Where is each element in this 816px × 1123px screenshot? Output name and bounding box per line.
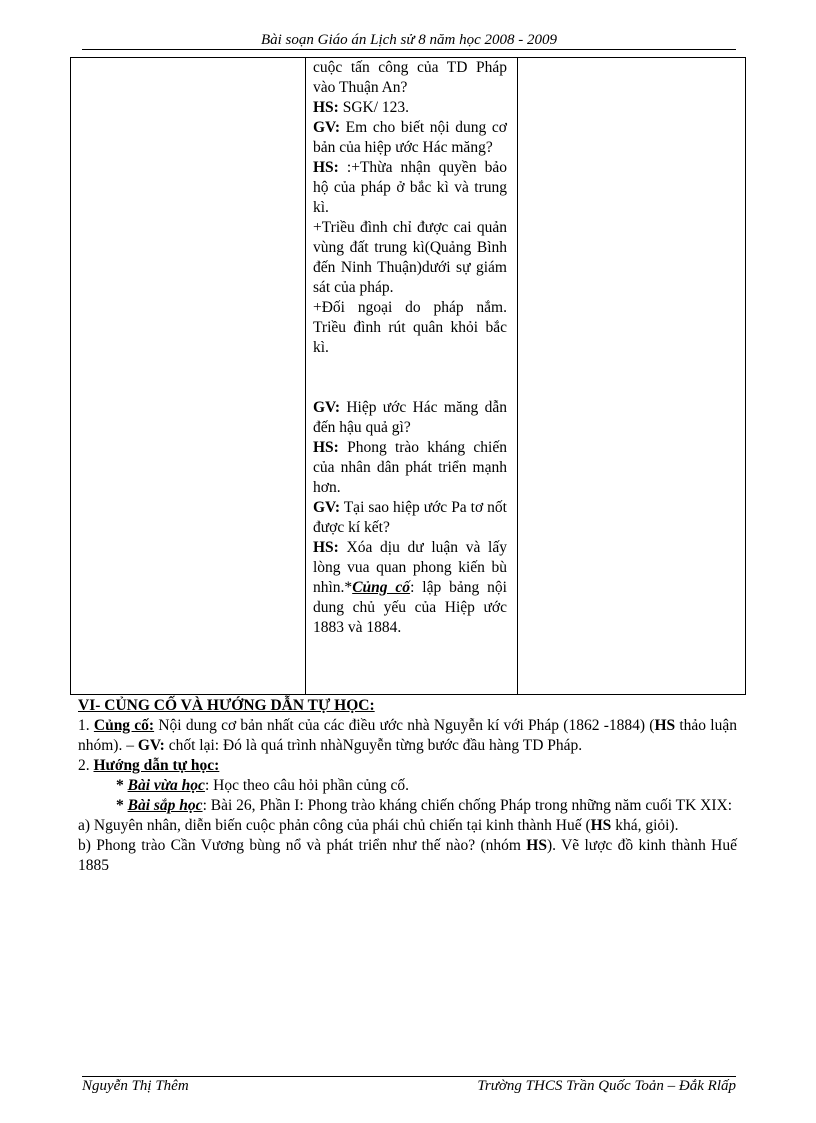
table-line: +Đối ngoại do pháp nắm. Triều đình rút quân khỏi bắc kì. [313,299,507,356]
item-b: b) Phong trào Cần Vương bùng nổ và phát triển như thế nào? (nhóm HS). Vẽ lược đồ kinh thành Huế 1885 [78,837,737,874]
table-line: GV: Em cho biết nội dung cơ bản của hiệp ước Hác măng? [313,119,507,156]
table-middle-column [313,58,507,638]
table-line: HS: Phong trào kháng chiến của nhân dân phát triển mạnh hơn. [313,439,507,496]
section-vi [78,696,737,876]
footer-author: Nguyễn Thị Thêm [82,1078,189,1094]
bai-vua-hoc: * Bài vừa học: Học theo câu hỏi phần củng cố. [116,777,409,794]
spacer [313,358,507,398]
table-line: cuộc tấn công của TD Pháp vào Thuận An? [313,59,507,96]
item-2: 2. Hướng dẫn tự học: [78,757,220,774]
column-divider-right [517,58,518,694]
lesson-table [70,57,746,695]
cung-co-label: Củng cố [352,579,411,596]
bai-sap-hoc: * Bài sắp học: Bài 26, Phần I: Phong trào kháng chiến chống Pháp trong những năm cuối TK XIX: [116,797,733,814]
item-1: 1. Củng cố: Nội dung cơ bản nhất của các điều ước nhà Nguyễn kí với Pháp (1862 -1884) (HS thảo luận nhóm). – GV: chốt lại: Đó là quá trình nhàNguyễn từng bước đầu hàng TD Pháp. [78,717,737,754]
section-heading: VI- CỦNG CỐ VÀ HƯỚNG DẪN TỰ HỌC: [78,697,375,714]
footer-school: Trường THCS Trần Quốc Toản – Đắk Rlấp [477,1078,736,1094]
table-line: GV: Tại sao hiệp ước Pa tơ nốt được kí kết? [313,499,507,536]
item-a: a) Nguyên nhân, diễn biến cuộc phản công của phái chủ chiến tại kinh thành Huế (HS khá, giỏi). [78,817,679,834]
table-line: GV: Hiệp ước Hác măng dẫn đến hậu quả gì? [313,399,507,436]
table-line: +Triều đình chỉ được cai quản vùng đất trung kì(Quảng Bình đến Ninh Thuận)dưới sự giám sát của pháp. [313,219,507,296]
page-footer [82,1076,736,1095]
table-line: HS: Xóa dịu dư luận và lấy lòng vua quan phong kiến bù nhìn.*Củng cố: lập bảng nội dung chủ yếu của Hiệp ước 1883 và 1884. [313,539,507,636]
page-header: Bài soạn Giáo án Lịch sử 8 năm học 2008 - 2009 [82,31,736,50]
column-divider-left [305,58,306,694]
table-line: HS: SGK/ 123. [313,99,410,116]
table-line: HS: :+Thừa nhận quyền bảo hộ của pháp ở bắc kì và trung kì. [313,159,507,216]
